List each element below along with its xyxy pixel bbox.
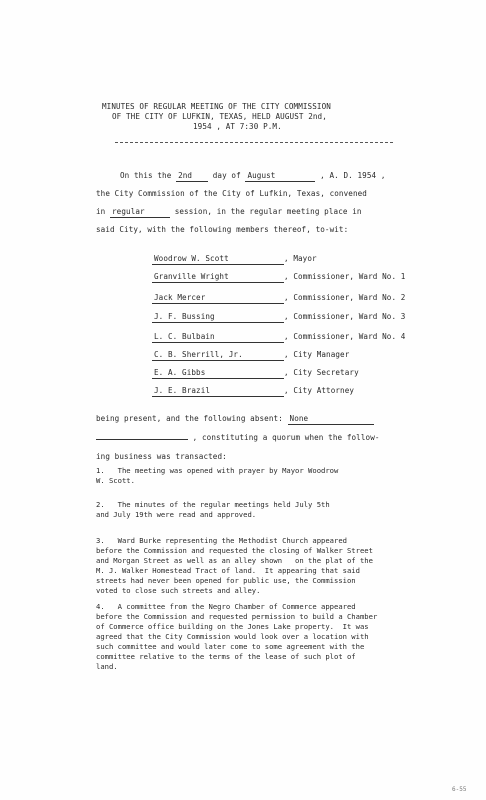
member-title: , Commissioner, Ward No. 3 [284,312,406,321]
header-line-2: OF THE CITY OF LUFKIN, TEXAS, HELD AUGUST 2nd, [112,112,327,121]
member-title: , Mayor [284,254,317,263]
member-row [152,312,405,323]
member-name: Woodrow W. Scott [152,254,284,265]
member-name: L. C. Bulbain [152,332,284,343]
intro-line-1: On this the 2nd day of August , A. D. 1954 , [120,171,386,180]
member-title: , Commissioner, Ward No. 4 [284,332,406,341]
member-row [152,272,405,283]
intro-line-4: said City, with the following members thereof, to-wit: [96,225,349,234]
member-title: , Commissioner, Ward No. 1 [284,272,406,281]
header-line-1: MINUTES OF REGULAR MEETING OF THE CITY COMMISSION [102,102,331,111]
member-name: C. B. Sherrill, Jr. [152,350,284,361]
member-name: J. E. Brazil [152,386,284,397]
member-row [152,254,317,265]
header-line-3: 1954 , AT 7:30 P.M. [193,122,282,131]
member-row [152,350,349,361]
day-field: 2nd [176,171,208,182]
minutes-item-4: 4. A committee from the Negro Chamber of Commerce appeared before the Commission and requested permission to build a Chamber of Commerce office building on the Jones Lake property. It was agreed that the City Commission would look over a location with such committee and would later come to some agreement with the committee relative to the terms of the lease of such plot of land. [96,602,378,671]
member-title: , Commissioner, Ward No. 2 [284,293,406,302]
member-name: E. A. Gibbs [152,368,284,379]
minutes-item-1: 1. The meeting was opened with prayer by Mayor Woodrow W. Scott. [96,466,339,485]
member-title: , City Attorney [284,386,355,395]
quorum-line-2: , constituting a quorum when the follow- [96,433,380,443]
member-row [152,293,405,304]
member-row [152,368,359,379]
member-title: , City Secretary [284,368,359,377]
separator-dashes [115,142,393,143]
minutes-item-2: 2. The minutes of the regular meetings held July 5th and July 19th were read and approved. [96,500,330,519]
absent-field: None [288,414,374,425]
member-name: J. F. Bussing [152,312,284,323]
member-name: Granville Wright [152,272,284,283]
member-row [152,386,354,397]
absent-continued-field [96,439,188,440]
quorum-line-1: being present, and the following absent: None [96,414,374,425]
quorum-line-3: ing business was transacted: [96,452,227,461]
month-field: August [245,171,315,182]
minutes-item-3: 3. Ward Burke representing the Methodist Church appeared before the Commission and requested the closing of Walker Street and Morgan Street as well as an alley shown on the plat of the M. J. Walker Homestead Tract of land. It appearing that said streets had never been opened for public use, the Commission voted to close such streets and alley. [96,536,373,595]
member-title: , City Manager [284,350,350,359]
intro-line-3: in regular session, in the regular meeting place in [96,207,362,216]
intro-line-2: the City Commission of the City of Lufkin, Texas, convened [96,189,367,198]
page-corner-mark: 6-55 [452,786,467,793]
member-row [152,332,405,343]
session-type-field: regular [110,207,170,218]
member-name: Jack Mercer [152,293,284,304]
